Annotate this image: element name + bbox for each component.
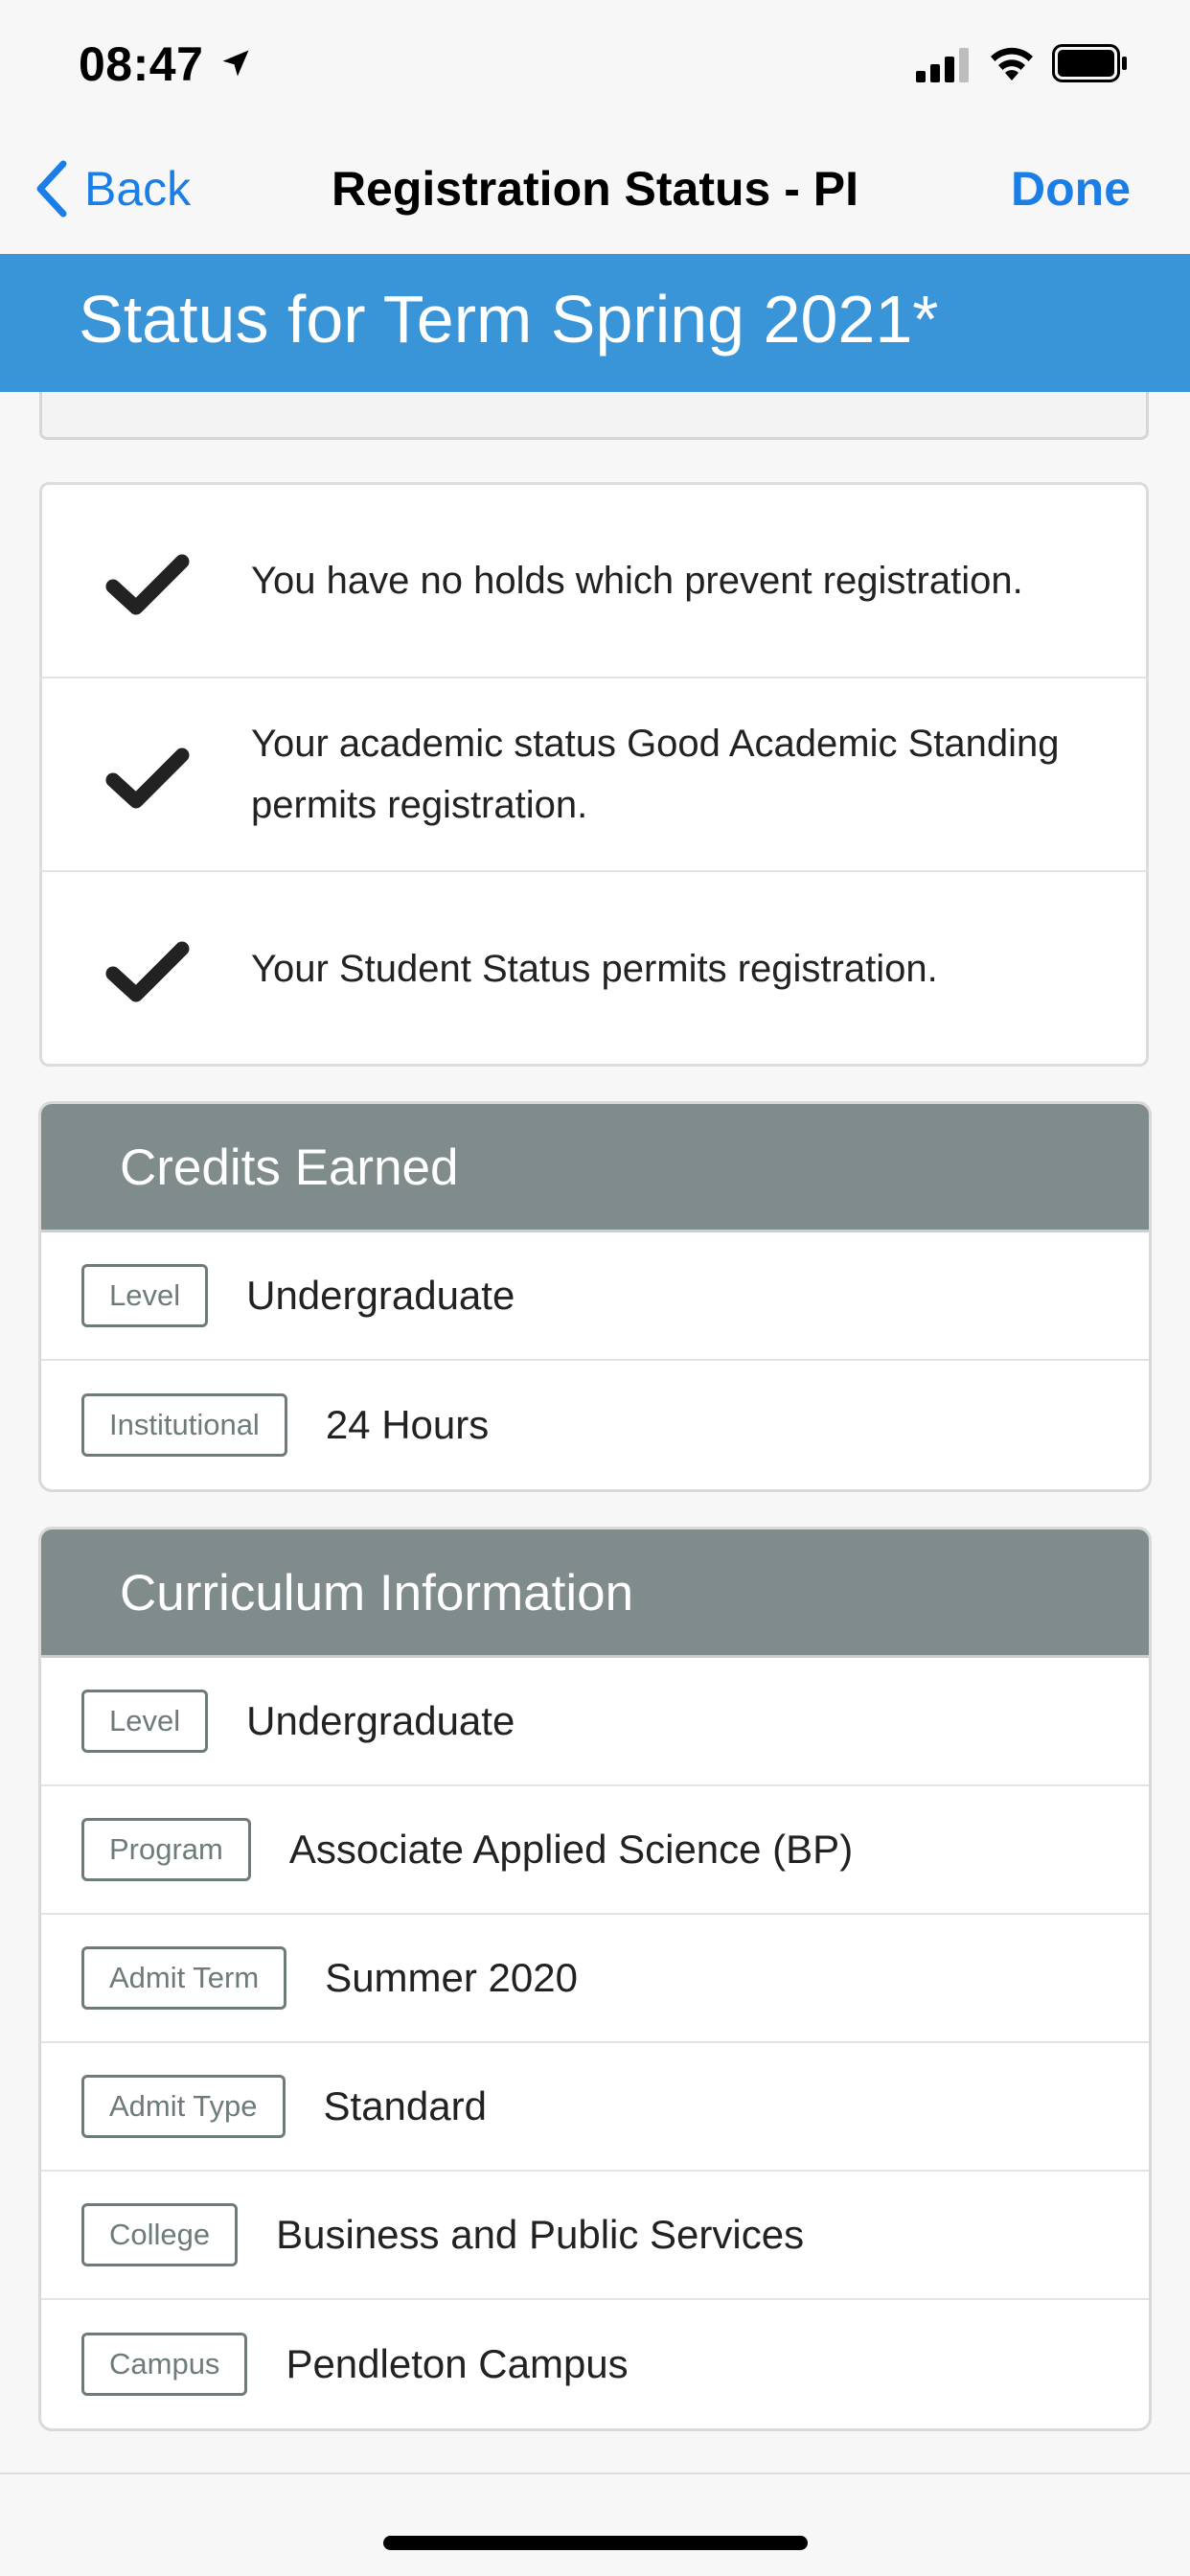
- section-header: [41, 1530, 1149, 1658]
- field-label-badge: College: [81, 2203, 238, 2266]
- list-item: [42, 678, 1146, 872]
- field-label-badge: Admit Type: [81, 2075, 286, 2138]
- status-time: 08:47: [79, 37, 204, 91]
- field-label-badge: Admit Term: [81, 1946, 286, 2010]
- location-arrow-icon: [218, 46, 253, 80]
- table-row: [41, 1786, 1149, 1915]
- field-value: Standard: [323, 2083, 487, 2128]
- wifi-icon: [987, 42, 1037, 82]
- field-label-badge: Level: [81, 1264, 208, 1327]
- check-text: Your academic status Good Academic Standing permits registration.: [251, 723, 1060, 826]
- field-label-badge: Level: [81, 1690, 208, 1753]
- field-value: Business and Public Services: [276, 2212, 805, 2257]
- field-value: Associate Applied Science (BP): [288, 1827, 854, 1872]
- list-item: [42, 485, 1146, 678]
- table-row: [41, 2300, 1149, 2428]
- field-value: Summer 2020: [325, 1955, 578, 2000]
- field-label-badge: Program: [81, 1818, 251, 1881]
- table-row: [41, 1658, 1149, 1786]
- bottom-divider: [0, 2472, 1190, 2474]
- done-button[interactable]: Done: [1011, 162, 1131, 216]
- checkmark-icon: [105, 746, 190, 813]
- field-value: 24 Hours: [325, 1402, 490, 1447]
- checkmark-icon: [105, 552, 190, 619]
- back-label: Back: [84, 162, 192, 216]
- check-text: You have no holds which prevent registration.: [251, 560, 1023, 602]
- page-title: Registration Status - PI: [331, 162, 859, 216]
- signal-icon: [916, 48, 970, 82]
- checkmark-icon: [105, 939, 190, 1006]
- term-header: [0, 254, 1190, 392]
- table-row: [41, 1361, 1149, 1489]
- home-indicator[interactable]: [383, 2536, 808, 2550]
- navigation-bar: [0, 125, 1190, 254]
- section-title: Curriculum Information: [120, 1565, 634, 1622]
- field-value: Undergraduate: [246, 1273, 515, 1318]
- section-header: [41, 1104, 1149, 1232]
- check-text: Your Student Status permits registration.: [251, 948, 938, 990]
- list-item: [42, 872, 1146, 1066]
- section-title: Credits Earned: [120, 1139, 459, 1196]
- field-label-badge: Campus: [81, 2333, 247, 2396]
- table-row: [41, 1232, 1149, 1361]
- term-title: Status for Term Spring 2021*: [79, 282, 939, 356]
- status-bar: [0, 0, 1190, 125]
- scrolled-panel-edge: [39, 392, 1149, 440]
- battery-icon: [1052, 44, 1129, 82]
- registration-checks-card: [39, 482, 1149, 1067]
- credits-earned-card: [38, 1101, 1152, 1492]
- table-row: [41, 2043, 1149, 2172]
- curriculum-information-card: [38, 1527, 1152, 2431]
- field-value: Pendleton Campus: [286, 2341, 629, 2386]
- table-row: [41, 1915, 1149, 2043]
- field-label-badge: Institutional: [81, 1393, 287, 1457]
- field-value: Undergraduate: [246, 1698, 515, 1743]
- table-row: [41, 2172, 1149, 2300]
